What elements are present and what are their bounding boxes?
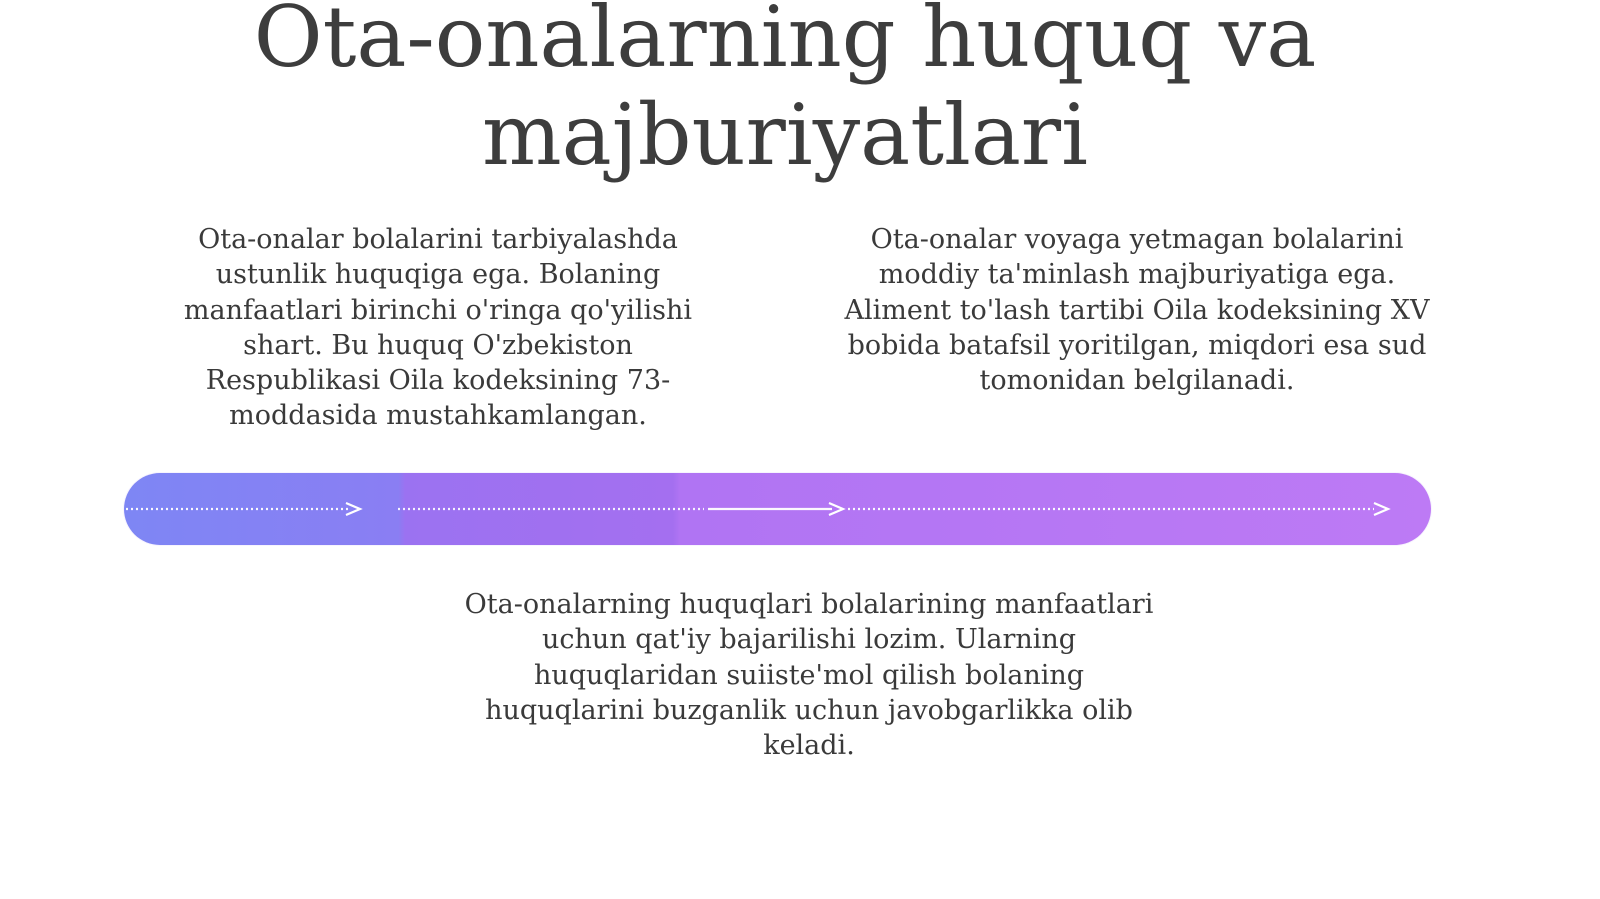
timeline-arrows [124, 473, 1431, 545]
bottom-paragraph: Ota-onalarning huquqlari bolalarining manfaatlari uchun qat'iy bajarilishi lozim. Ularning huquqlaridan suiiste'mol qilish bolaning huquqlarini buzganlik uchun javobgarlikka olib keladi. [464, 589, 1154, 762]
left-paragraph: Ota-onalar bolalarini tarbiyalashda ustunlik huquqiga ega. Bolaning manfaatlari birinchi o'ringa qo'yilishi shart. Bu huquq O'zbekiston Respublikasi Oila kodeksining 73-moddasida mustahkamlangan. [183, 224, 693, 432]
timeline-bar [124, 473, 1431, 545]
right-paragraph: Ota-onalar voyaga yetmagan bolalarini moddiy ta'minlash majburiyatiga ega. Aliment to'lash tartibi Oila kodeksining XV bobida batafsil yoritilgan, miqdori esa sud tomonidan belgilanadi. [844, 224, 1430, 397]
timeline-arrowhead-1 [346, 503, 360, 515]
timeline-arrowhead-3 [1374, 503, 1388, 515]
page-title: Ota-onalarning huquq va majburiyatlari [253, 0, 1317, 184]
